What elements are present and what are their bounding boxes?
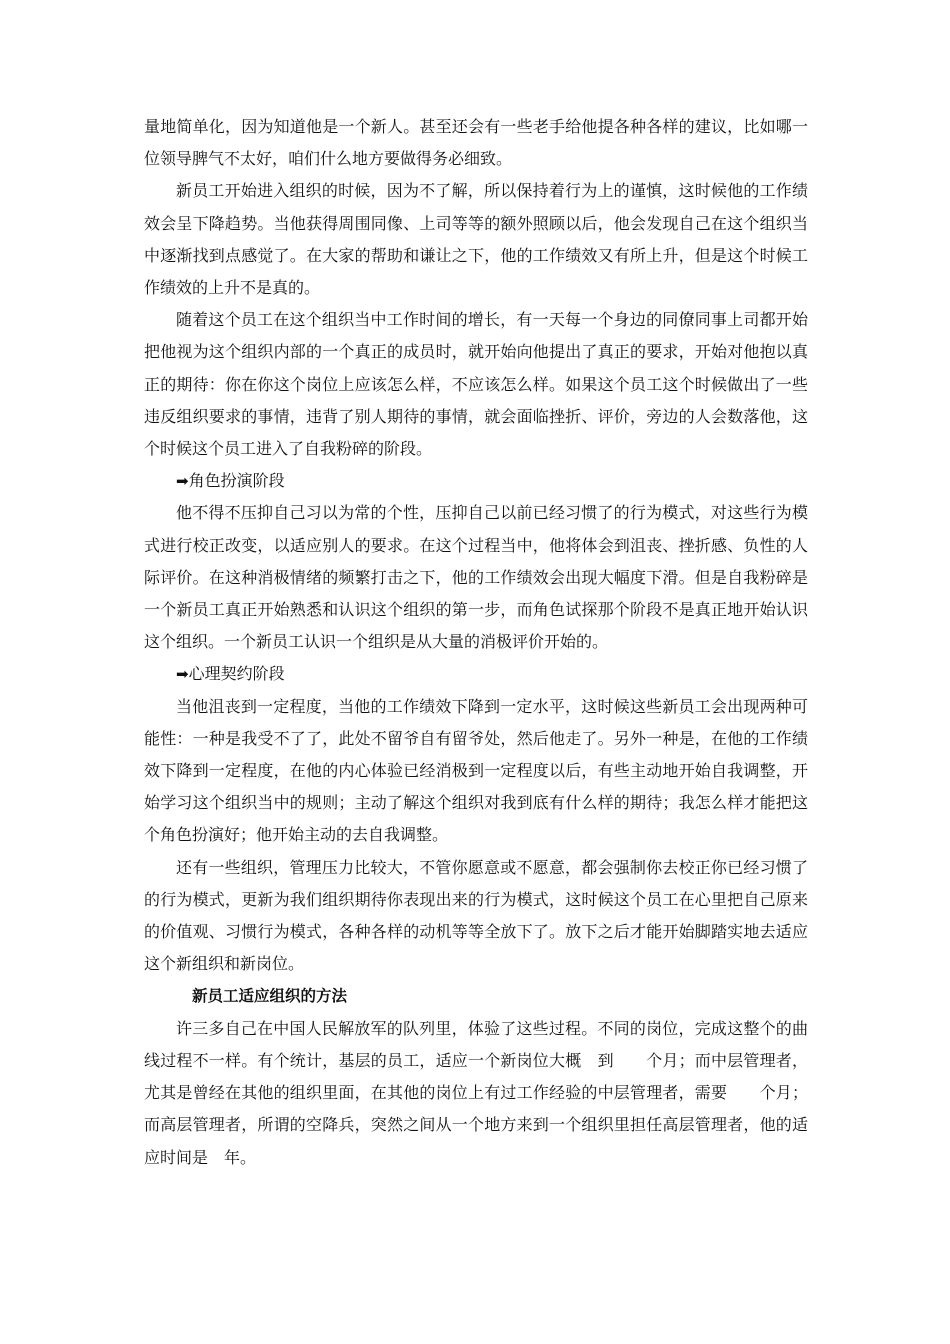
document-body bbox=[144, 111, 808, 1174]
paragraph-self-shattering: 随着这个员工在这个组织当中工作时间的增长，有一天每一个身边的同僚同事上司都开始把他视为这个组织内部的一个真正的成员时，就开始向他提出了真正的要求，开始对他抱以真正的期待：你在你这个岗位上应该怎么样，不应该怎么样。如果这个员工这个时候做出了一些违反组织要求的事情，违背了别人期待的事情，就会面临挫折、评价，旁边的人会数落他，这个时候这个员工进入了自我粉碎的阶段。 bbox=[144, 310, 808, 459]
paragraph-role-playing: 他不得不压抑自己习以为常的个性，压抑自己以前已经习惯了的行为模式，对这些行为模式进行校正改变，以适应别人的要求。在这个过程当中，他将体会到沮丧、挫折感、负性的人际评价。在这种消极情绪的频繁打击之下，他的工作绩效会出现大幅度下滑。但是自我粉碎是一个新员工真正开始熟悉和认识这个组织的第一步，而角色试探那个阶段不是真正地开始认识这个组织。一个新员工认识一个组织是从大量的消极评价开始的。 bbox=[144, 503, 808, 652]
paragraph-continuation: 量地简单化，因为知道他是一个新人。甚至还会有一些老手给他提各种各样的建议，比如哪一位领导脾气不太好，咱们什么地方要做得务必细致。 bbox=[144, 117, 808, 169]
paragraph-adaptation-time: 许三多自己在中国人民解放军的队列里，体验了这些过程。不同的岗位，完成这整个的曲线过程不一样。有个统计，基层的员工，适应一个新岗位大概 到 个月；而中层管理者，尤其是曾经在其他的组织里面，在其他的岗位上有过工作经验的中层管理者，需要 个月；而高层管理者，所谓的空降兵，突然之间从一个地方来到一个组织里担任高层管理者，他的适应时间是 年。 bbox=[144, 1018, 808, 1167]
section-title: 新员工适应组织的方法 bbox=[192, 987, 348, 1006]
paragraph-new-employee-entry: 新员工开始进入组织的时候，因为不了解，所以保持着行为上的谨慎，这时候他的工作绩效会呈下降趋势。当他获得周围同像、上司等等的额外照顾以后，他会发现自己在这个组织当中逐渐找到点感觉了。在大家的帮助和谦让之下，他的工作绩效又有所上升，但是这个时候工作绩效的上升不是真的。 bbox=[144, 181, 808, 298]
paragraph-psychological-contract: 当他沮丧到一定程度，当他的工作绩效下降到一定水平，这时候这些新员工会出现两种可能性：一种是我受不了了，此处不留爷自有留爷处，然后他走了。另外一种是，在他的工作绩效下降到一定程度，在他的内心体验已经消极到一定程度以后，有些主动地开始自我调整，开始学习这个组织当中的规则；主动了解这个组织对我到底有什么样的期待；我怎么样才能把这个角色扮演好；他开始主动的去自我调整。 bbox=[144, 696, 808, 845]
heading-psychological-contract bbox=[144, 658, 808, 690]
arrow-icon: ➡ bbox=[176, 665, 189, 684]
heading-psychological-contract-text: 心理契约阶段 bbox=[188, 664, 285, 684]
heading-role-playing-text: 角色扮演阶段 bbox=[188, 471, 285, 491]
heading-role-playing bbox=[144, 465, 808, 497]
arrow-icon: ➡ bbox=[176, 472, 189, 491]
paragraph-management-pressure: 还有一些组织，管理压力比较大，不管你愿意或不愿意，都会强制你去校正你已经习惯了的行为模式，更新为我们组织期待你表现出来的行为模式，这时候这个员工在心里把自己原来的价值观、习惯行为模式，各种各样的动机等等全放下了。放下之后才能开始脚踏实地去适应这个新组织和新岗位。 bbox=[144, 857, 808, 974]
